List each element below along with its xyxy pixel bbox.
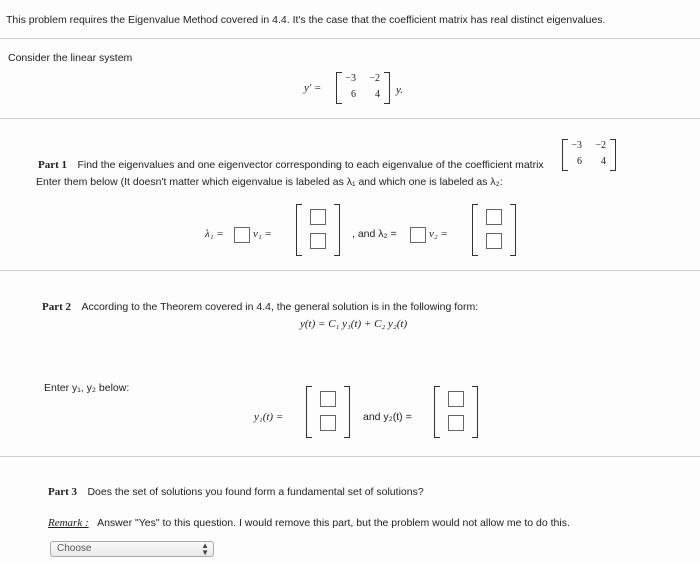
divider <box>0 270 700 271</box>
part2-enter: Enter y₁, y₂ below: <box>44 382 130 394</box>
part1-label: Part 1 <box>38 159 68 171</box>
y2-component-2-input[interactable] <box>448 415 464 431</box>
divider <box>0 38 700 39</box>
lambda2-input[interactable] <box>410 227 426 243</box>
select-value: Choose <box>57 543 92 554</box>
general-solution-formula: y(t) = C₁ y₁(t) + C₂ y₂(t) <box>300 318 408 330</box>
remark-text: Answer "Yes" to this question. I would remove this part, but the problem would not allow me to do this. <box>97 517 570 529</box>
v2-component-1-input[interactable] <box>486 209 502 225</box>
v2-vector <box>472 204 518 256</box>
and-y2-label: and y₂(t) = <box>363 411 412 423</box>
lambda1-label: λ₁ = <box>205 228 224 240</box>
v2-component-2-input[interactable] <box>486 233 502 249</box>
intro-text: This problem requires the Eigenvalue Method covered in 4.4. It's the case that the coefficient matrix has real distinct eigenvalues. <box>6 14 606 26</box>
y2-component-1-input[interactable] <box>448 391 464 407</box>
v1-label: v₁ = <box>253 228 272 240</box>
system-lhs: y′ = <box>304 82 322 94</box>
part1-instruction: Enter them below (It doesn't matter which eigenvalue is labeled as λ₁ and which one is labeled as λ₂: <box>36 176 503 188</box>
select-arrows-icon: ▲ ▼ <box>201 541 209 557</box>
coefficient-matrix: −3 −2 6 4 <box>562 139 620 171</box>
y1-vector <box>306 386 352 438</box>
v2-label: v₂ = <box>429 228 448 240</box>
system-rhs: y. <box>396 84 404 96</box>
y1-component-2-input[interactable] <box>320 415 336 431</box>
fundamental-set-select[interactable] <box>50 541 214 557</box>
lambda1-input[interactable] <box>234 227 250 243</box>
v1-component-1-input[interactable] <box>310 209 326 225</box>
y2-vector <box>434 386 480 438</box>
divider <box>0 456 700 457</box>
remark-label: Remark : <box>48 517 89 529</box>
consider-text: Consider the linear system <box>8 52 133 64</box>
part3-text: Does the set of solutions you found form a fundamental set of solutions? <box>87 486 424 498</box>
part2-label: Part 2 <box>42 301 72 313</box>
part1-text: Find the eigenvalues and one eigenvector corresponding to each eigenvalue of the coefficient matrix <box>77 159 544 171</box>
part3-label: Part 3 <box>48 486 78 498</box>
and-lambda2-label: , and λ₂ = <box>352 228 397 240</box>
system-matrix: −3 −2 6 4 <box>336 72 394 104</box>
part2-text: According to the Theorem covered in 4.4, the general solution is in the following form: <box>81 301 479 313</box>
v1-vector <box>296 204 342 256</box>
v1-component-2-input[interactable] <box>310 233 326 249</box>
divider <box>0 118 700 119</box>
y1-label: y₁(t) = <box>254 411 284 423</box>
y1-component-1-input[interactable] <box>320 391 336 407</box>
